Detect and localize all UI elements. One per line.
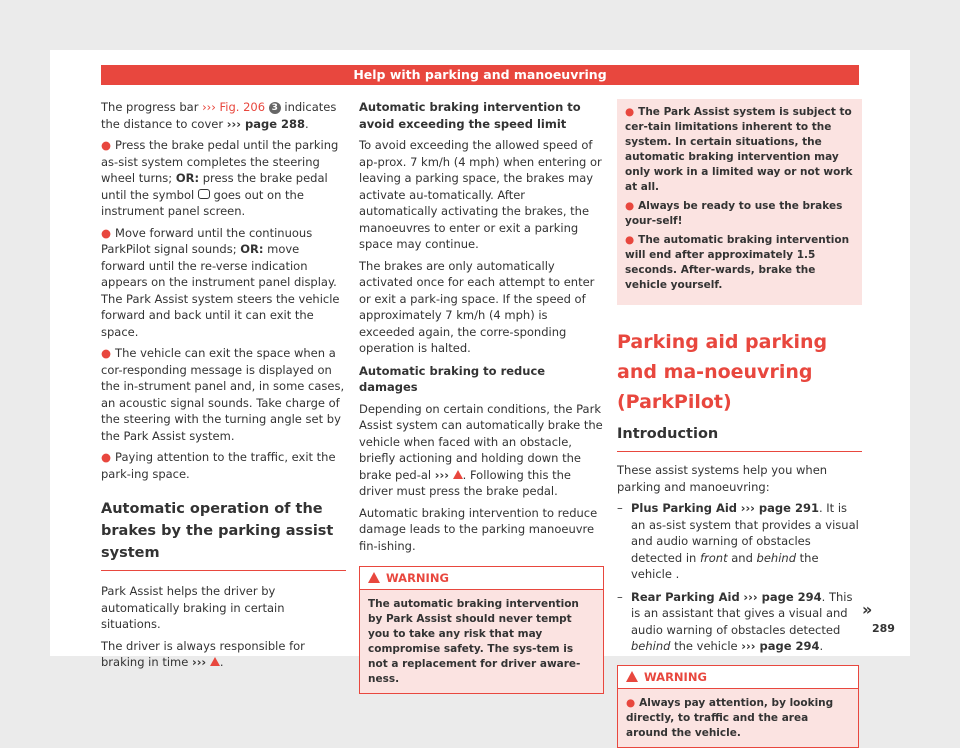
warning-title: WARNING <box>644 669 707 684</box>
bullet-icon: ● <box>101 225 112 240</box>
text: Press the brake pedal until the parking as-sist system completes the steering wheel turns; <box>101 138 339 185</box>
note-item <box>625 199 854 229</box>
text: Paying attention to the traffic, exit the park-ing space. <box>101 450 336 481</box>
bullet-exit-space <box>101 345 346 444</box>
paragraph: To avoid exceeding the allowed speed of ap-prox. 7 km/h (4 mph) when entering or leaving a parking space, the brakes may activate au-tomatically. After automatically activating the brakes, the manoeuvres to enter or exit a parking space may continue. <box>359 138 602 251</box>
text: press the brake pedal until the symbol <box>101 171 328 202</box>
list-item-plus-parking-aid <box>617 500 862 583</box>
text-emphasis: behind <box>756 550 796 565</box>
warning-icon <box>210 657 220 666</box>
dash-marker: – <box>617 501 623 515</box>
text: indicates the distance to cover <box>101 100 337 131</box>
text: Always be ready to use the brakes your-self! <box>625 200 843 227</box>
or-label: OR: <box>175 171 200 185</box>
text: The progress bar <box>101 100 203 114</box>
page-link[interactable]: ››› page 291 <box>740 501 819 515</box>
warning-text: The automatic braking intervention by Park Assist should never tempt you to take any risk that may compromise safety. The sys-tem is not a replacement for driver aware-ness. <box>368 598 581 685</box>
text: . <box>819 639 824 653</box>
text: . It is an as-sist system that provides a visual and audio warning of obstacles detected in <box>631 501 859 565</box>
page-number: 289 <box>872 622 895 635</box>
note-item <box>625 233 854 293</box>
text: Depending on certain conditions, the Park Assist system can automatically brake the vehicle when faced with an obstacle, briefly actioning and holding down the brake ped-al <box>359 401 603 482</box>
subheading: Automatic braking to reduce damages <box>359 363 546 394</box>
bullet-icon: ● <box>625 106 635 118</box>
bullet-icon: ● <box>626 696 636 709</box>
chapter-title: Parking aid parking and ma-noeuvring (ParkPilot) <box>617 331 828 413</box>
warning-box <box>359 566 604 694</box>
paragraph: The brakes are only automatically activated once for each attempt to enter or exit a park-ing space. If the speed of approximately 7 km/h (4 mph) is exceeded again, the corre-sponding operation is halted. <box>359 258 595 355</box>
column-2 <box>359 99 604 694</box>
text: . <box>305 116 309 131</box>
bullet-icon: ● <box>101 138 112 152</box>
paragraph <box>359 401 604 500</box>
text: goes out on the instrument panel screen. <box>101 187 304 218</box>
paragraph: These assist systems help you when parking and manoeuvring: <box>617 463 828 494</box>
text: The driver is always responsible for braking in time <box>101 638 305 669</box>
text: The automatic braking intervention will end after approximately 1.5 seconds. After-wards, brake the vehicle yourself. <box>625 234 850 291</box>
text: The vehicle can exit the space when a cor-responding message is displayed on the in-strument panel and, in some cases, an acoustic signal sounds. Take charge of the steering with the turning angle set by the Park Assist system. <box>101 346 345 443</box>
continue-mark: » <box>862 600 873 619</box>
text: Always pay attention, by looking directly, to traffic and the area around the vehicle. <box>626 696 834 739</box>
column-3 <box>617 99 862 748</box>
text: The Park Assist system is subject to cer-tain limitations inherent to the system. In certain situations, the automatic braking intervention may only work in a limited way or not work at all. <box>625 106 853 193</box>
bullet-icon: ● <box>625 234 635 246</box>
text: the vehicle <box>670 639 742 653</box>
text: move forward until the re-verse indication appears on the instrument panel display. The Park Assist system steers the vehicle forward and back until it can exit the space. <box>101 242 340 339</box>
intro-heading: Introduction <box>617 423 862 452</box>
paragraph: Park Assist helps the driver by automatically braking in certain situations. <box>101 584 285 631</box>
text: . Following this the driver must press the brake pedal. <box>359 467 571 498</box>
subheading: Automatic braking intervention to avoid exceeding the speed limit <box>359 100 581 131</box>
progress-paragraph <box>101 99 346 132</box>
section-heading: Automatic operation of the brakes by the parking assist system <box>101 498 346 571</box>
bullet-icon: ● <box>101 346 112 360</box>
bullet-traffic <box>101 449 346 482</box>
bullet-icon: ● <box>625 200 635 212</box>
item-label: Plus Parking Aid <box>631 501 738 515</box>
page-link[interactable]: ››› page 288 <box>226 116 306 131</box>
text: and <box>727 550 757 565</box>
page-link[interactable]: ››› page 294 <box>741 639 820 653</box>
warning-icon <box>626 671 638 682</box>
item-label: Rear Parking Aid <box>631 589 740 604</box>
ref-arrow[interactable]: ››› <box>434 467 449 482</box>
warning-box <box>617 665 859 748</box>
column-1 <box>101 99 346 676</box>
text-emphasis: behind <box>631 639 671 653</box>
warning-text <box>618 689 858 747</box>
list-item-rear-parking-aid <box>617 589 862 655</box>
park-assist-symbol-icon <box>198 189 210 199</box>
warning-header <box>360 567 603 590</box>
section-header: Help with parking and manoeuvring <box>101 65 859 85</box>
fig-link[interactable]: ››› Fig. 206 <box>202 100 266 114</box>
paragraph <box>101 638 346 671</box>
text: . <box>219 655 224 669</box>
or-label: OR: <box>240 242 264 256</box>
warning-icon <box>453 470 463 479</box>
text: the vehicle . <box>631 550 819 581</box>
text: . This is an assistant that gives a visual and audio warning of obstacles detected <box>631 589 853 637</box>
page-link[interactable]: ››› page 294 <box>743 589 822 604</box>
warning-title: WARNING <box>386 571 449 585</box>
warning-icon <box>368 572 380 583</box>
bullet-icon: ● <box>101 450 112 464</box>
dash-marker: – <box>617 589 623 604</box>
paragraph: Automatic braking intervention to reduce damage leads to the parking manoeuvre fin-ishing. <box>359 505 598 553</box>
ref-arrow[interactable]: ››› <box>191 655 207 669</box>
note-item <box>625 105 854 195</box>
text-emphasis: front <box>699 550 728 565</box>
warning-continuation-box <box>617 99 862 305</box>
text: Move forward until the continuous ParkPilot signal sounds; <box>101 225 313 256</box>
bullet-move-forward <box>101 225 346 341</box>
callout-number: 3 <box>269 102 281 114</box>
bullet-brake <box>101 137 346 220</box>
warning-header <box>618 666 858 689</box>
